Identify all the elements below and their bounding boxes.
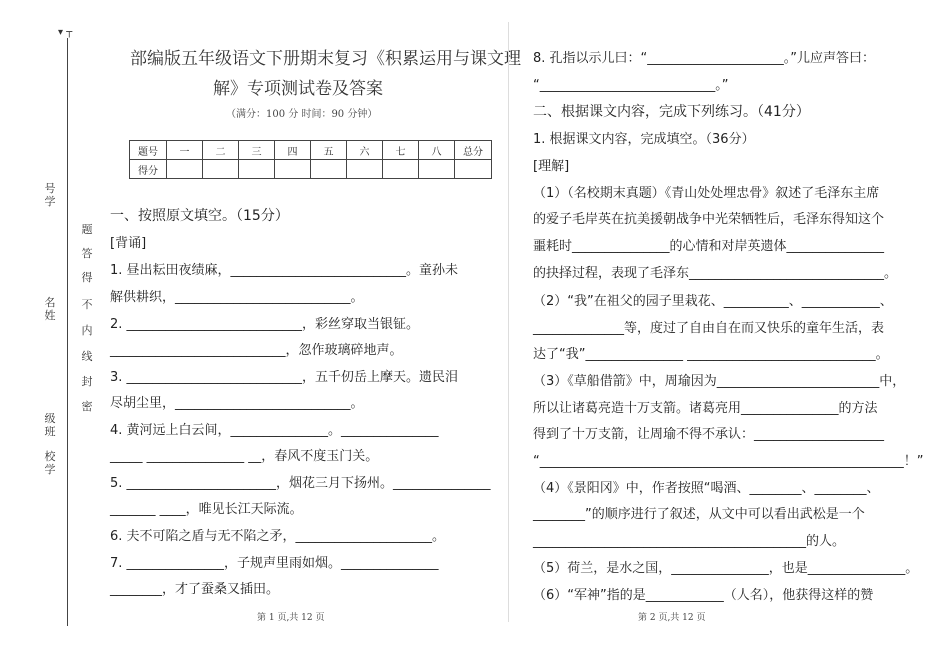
- score-cell: [455, 160, 492, 179]
- table-cell: 五: [311, 141, 347, 160]
- question-line: 尽胡尘里，___________________________。: [110, 396, 364, 411]
- question-line: （5）荷兰，是水之国，_______________，也是_______________。: [533, 561, 919, 576]
- table-cell: 八: [419, 141, 455, 160]
- question-line: 1. 昼出耘田夜绩麻，___________________________。童孙未: [110, 263, 459, 278]
- seal-char: 封: [81, 375, 93, 388]
- question-line: 噩耗时_______________的心情和对岸英遗体_______________: [533, 239, 885, 254]
- section-heading: 一、按照原文填空。（15分）: [110, 208, 289, 224]
- score-table: [129, 140, 492, 179]
- score-cell: [167, 160, 203, 179]
- question-line: （2）“我”在祖父的园子里栽花、__________、____________、: [533, 294, 893, 309]
- top-mark: ▾ ┬: [58, 27, 73, 38]
- question-line: （4）《景阳冈》中，作者按照“喝酒、________、________、: [533, 481, 880, 496]
- score-table-header-row: [130, 141, 492, 160]
- table-cell: 七: [383, 141, 419, 160]
- section-heading: 二、根据课文内容，完成下列练习。（41分）: [533, 104, 810, 120]
- table-cell: 题号: [130, 141, 167, 160]
- question-line: _______ ____，唯见长江天际流。: [110, 502, 303, 517]
- seal-char: 不: [81, 298, 93, 311]
- question-line: （1）（名校期末真题）《青山处处埋忠骨》叙述了毛泽东主席: [533, 186, 880, 201]
- question-line: 达了“我”_______________ _____________________________。: [533, 347, 889, 362]
- score-table-score-row: [130, 160, 492, 179]
- score-cell: [275, 160, 311, 179]
- score-cell: [311, 160, 347, 179]
- seal-char: 得: [81, 271, 93, 284]
- question-line: （6）“军神”指的是____________（人名），他获得这样的赞: [533, 588, 874, 603]
- question-line: 4. 黄河远上白云间，_______________。_______________: [110, 423, 439, 438]
- table-cell: 一: [167, 141, 203, 160]
- seal-char: 密: [81, 400, 93, 413]
- question-line: 5. _______________________，烟花三月下扬州。_______________: [110, 476, 491, 491]
- question-line: “________________________________________________________！”: [533, 454, 924, 469]
- seal-char: 答: [81, 247, 93, 260]
- question-line: 1. 根据课文内容，完成填空。（36分）: [533, 132, 755, 147]
- question-line: 的抉择过程，表现了毛泽东______________________________。: [533, 266, 898, 281]
- field-school: 校学: [44, 450, 56, 476]
- question-line: （3）《草船借箭》中，周瑜因为_________________________中，: [533, 374, 906, 389]
- question-line: ___________________________，忽作玻璃碎地声。: [110, 343, 403, 358]
- question-line: 得到了十万支箭，让周瑜不得不承认：____________________: [533, 427, 885, 442]
- page-number: 第 2 页,共 12 页: [638, 613, 706, 623]
- question-line: 8. 孔指以示儿曰：“_____________________。”儿应声答曰：: [533, 51, 876, 66]
- section-tag: [背诵]: [110, 236, 147, 251]
- question-line: __________________________________________的人。: [533, 534, 846, 549]
- doc-title-line2: 解》专项测试卷及答案: [213, 79, 383, 99]
- page-number: 第 1 页,共 12 页: [257, 613, 325, 623]
- question-line: ______________等，度过了自由自在而又快乐的童年生活，表: [533, 321, 885, 336]
- question-line: ________，才了蚕桑又插田。: [110, 582, 280, 597]
- doc-subtitle: （满分：100 分 时间：90 分钟）: [226, 109, 378, 120]
- score-cell: [239, 160, 275, 179]
- table-cell: 总分: [455, 141, 492, 160]
- seal-char: 题: [81, 223, 93, 236]
- question-line: ________”的顺序进行了叙述，从文中可以看出武松是一个: [533, 507, 865, 522]
- doc-title-line1: 部编版五年级语文下册期末复习《积累运用与课文理: [130, 49, 521, 69]
- field-student-id: 号学: [44, 182, 56, 208]
- seal-char: 线: [81, 350, 93, 363]
- seal-char: 内: [81, 324, 93, 337]
- question-line: 7. _______________，子规声里雨如烟。_______________: [110, 556, 439, 571]
- question-line: 2. ___________________________，彩丝穿取当银钲。: [110, 317, 420, 332]
- table-cell: 四: [275, 141, 311, 160]
- question-line: 解供耕织，___________________________。: [110, 290, 364, 305]
- score-cell: [203, 160, 239, 179]
- field-name: 名姓: [44, 296, 56, 322]
- score-cell: [383, 160, 419, 179]
- table-cell: 得分: [130, 160, 167, 179]
- section-tag: [理解]: [533, 159, 570, 174]
- question-line: 6. 夫不可陷之盾与无不陷之矛，_____________________。: [110, 529, 446, 544]
- page-divider: [508, 22, 509, 622]
- binding-line: [67, 38, 68, 626]
- question-line: 的爱子毛岸英在抗美援朝战争中光荣牺牲后，毛泽东得知这个: [533, 212, 885, 227]
- question-line: _____ _______________ __，春风不度玉门关。: [110, 449, 379, 464]
- table-cell: 三: [239, 141, 275, 160]
- table-cell: 六: [347, 141, 383, 160]
- score-cell: [419, 160, 455, 179]
- question-line: 3. ___________________________，五千仞岳上摩天。遗民泪: [110, 370, 459, 385]
- table-cell: 二: [203, 141, 239, 160]
- field-class: 级班: [44, 412, 56, 438]
- question-line: “___________________________。”: [533, 78, 729, 93]
- question-line: 所以让诸葛亮造十万支箭。诸葛亮用_______________的方法: [533, 401, 878, 416]
- score-cell: [347, 160, 383, 179]
